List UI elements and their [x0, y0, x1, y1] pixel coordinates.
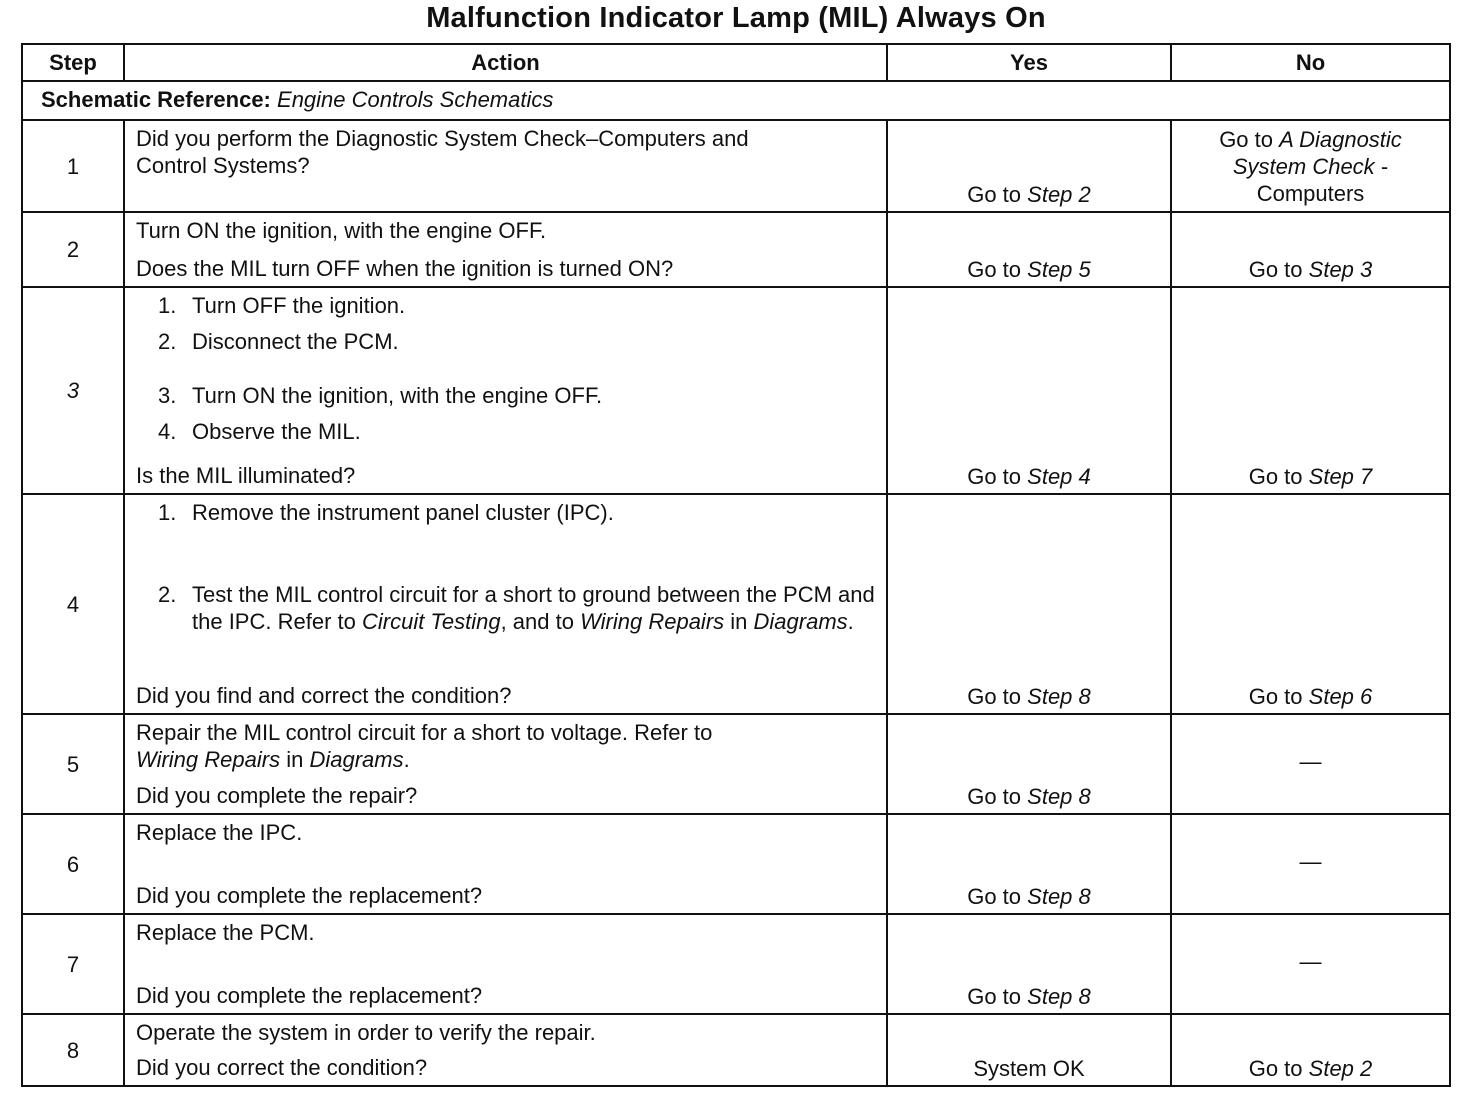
step-number: 8 — [22, 1014, 124, 1086]
no-result-dash: — — [1299, 948, 1322, 974]
yes-result: Go to Step 8 — [967, 684, 1091, 709]
list-item: 1. Turn OFF the ignition. — [158, 293, 406, 318]
no-cell — [1171, 212, 1450, 287]
action-cell — [124, 287, 887, 494]
list-item: 4. Observe the MIL. — [158, 419, 361, 444]
yes-result: Go to Step 2 — [967, 182, 1091, 207]
table-row — [22, 287, 1450, 494]
table-row — [22, 212, 1450, 287]
action-text: Replace the IPC. — [136, 820, 303, 845]
schematic-reference — [22, 81, 1450, 120]
action-text: Control Systems? — [136, 153, 310, 178]
action-text: Did you perform the Diagnostic System Check–Computers and — [136, 126, 749, 151]
no-cell — [1171, 120, 1450, 212]
header-row — [22, 44, 1450, 81]
diagnostic-table — [21, 43, 1451, 1087]
action-question: Is the MIL illuminated? — [136, 463, 356, 488]
yes-cell — [887, 914, 1171, 1014]
action-text: Turn ON the ignition, with the engine OFF. — [136, 218, 547, 243]
yes-result: Go to Step 4 — [967, 464, 1091, 489]
yes-result: Go to Step 8 — [967, 784, 1091, 809]
no-result-dash: — — [1299, 848, 1322, 874]
no-result: Go to Step 6 — [1248, 684, 1373, 709]
action-text: Replace the PCM. — [136, 920, 315, 945]
table-row — [22, 914, 1450, 1014]
action-text: Operate the system in order to verify the repair. — [136, 1020, 596, 1045]
table-row — [22, 494, 1450, 714]
header-no: No — [1171, 44, 1450, 81]
step-number: 2 — [22, 212, 124, 287]
action-question: Did you complete the replacement? — [136, 883, 483, 908]
action-cell — [124, 814, 887, 914]
yes-result: System OK — [973, 1056, 1085, 1081]
table-row — [22, 1014, 1450, 1086]
no-result-dash: — — [1299, 748, 1322, 774]
yes-result: Go to Step 8 — [967, 884, 1091, 909]
action-cell — [124, 1014, 887, 1086]
step-number: 1 — [22, 120, 124, 212]
no-result: Go to Step 2 — [1248, 1056, 1373, 1081]
yes-result: Go to Step 8 — [967, 984, 1091, 1009]
action-cell — [124, 494, 887, 714]
step-number: 6 — [22, 814, 124, 914]
step-number: 5 — [22, 714, 124, 814]
action-question: Did you complete the repair? — [136, 783, 418, 808]
action-question: Did you complete the replacement? — [136, 983, 483, 1008]
page-title: Malfunction Indicator Lamp (MIL) Always On — [426, 2, 1046, 34]
step-number: 7 — [22, 914, 124, 1014]
action-cell — [124, 212, 887, 287]
table-row — [22, 714, 1450, 814]
no-result: Go to Step 7 — [1248, 464, 1373, 489]
yes-result: Go to Step 5 — [967, 257, 1091, 282]
header-step: Step — [22, 44, 124, 81]
yes-cell — [887, 494, 1171, 714]
no-cell — [1171, 287, 1450, 494]
step-number: 3 — [22, 287, 124, 494]
schematic-label: Schematic Reference: — [41, 87, 271, 112]
yes-cell — [887, 814, 1171, 914]
yes-cell — [887, 1014, 1171, 1086]
action-question: Did you find and correct the condition? — [136, 683, 512, 708]
header-action: Action — [124, 44, 887, 81]
no-cell — [1171, 1014, 1450, 1086]
no-cell — [1171, 494, 1450, 714]
schematic-value: Engine Controls Schematics — [277, 87, 554, 112]
step-number: 4 — [22, 494, 124, 714]
header-yes: Yes — [887, 44, 1171, 81]
no-result: Go to Step 3 — [1248, 257, 1373, 282]
action-cell — [124, 714, 887, 814]
no-cell — [1171, 814, 1450, 914]
action-cell — [124, 120, 887, 212]
yes-cell — [887, 212, 1171, 287]
action-text: Repair the MIL control circuit for a short to voltage. Refer to Wiring Repairs in Diagrams. — [136, 720, 713, 772]
list-item: 3. Turn ON the ignition, with the engine OFF. — [158, 383, 603, 408]
no-cell — [1171, 714, 1450, 814]
list-item: 2. Test the MIL control circuit for a short to ground between the PCM and the IPC. Refer to Circuit Testing, and to Wiring Repairs in Diagrams. — [158, 582, 875, 634]
table-row — [22, 120, 1450, 212]
action-question: Does the MIL turn OFF when the ignition is turned ON? — [136, 256, 674, 281]
no-cell — [1171, 914, 1450, 1014]
action-cell — [124, 914, 887, 1014]
yes-cell — [887, 714, 1171, 814]
schematic-row — [22, 81, 1450, 120]
list-item: 1. Remove the instrument panel cluster (IPC). — [158, 500, 614, 525]
list-item: 2. Disconnect the PCM. — [158, 329, 399, 354]
yes-cell — [887, 120, 1171, 212]
no-result: Go to A Diagnostic System Check - Computers — [1219, 127, 1402, 206]
table-row — [22, 814, 1450, 914]
yes-cell — [887, 287, 1171, 494]
action-question: Did you correct the condition? — [136, 1055, 428, 1080]
